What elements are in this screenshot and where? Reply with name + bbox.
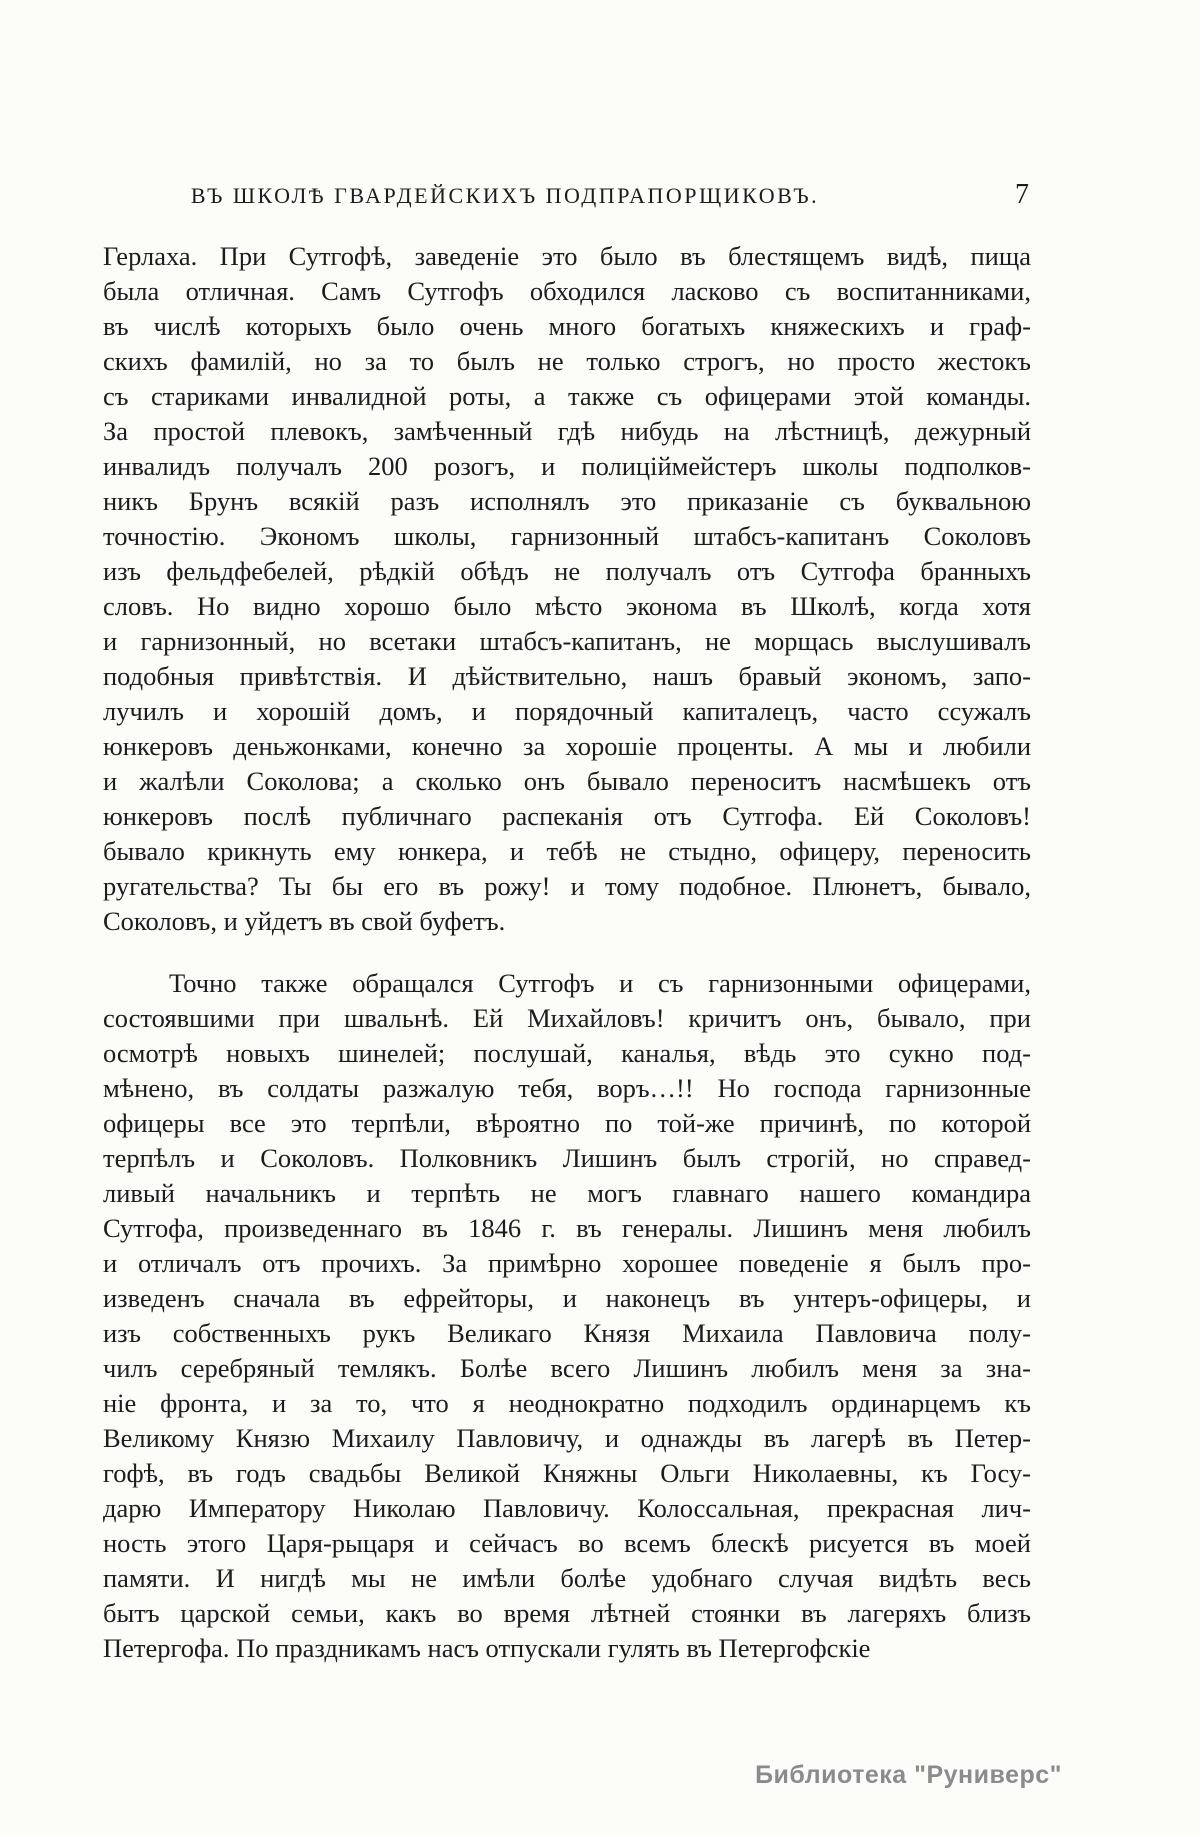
text-line: подобныя привѣтствія. И дѣйствительно, нашъ бравый экономъ, запо-	[103, 661, 1031, 691]
text-line: была отличная. Самъ Сутгофъ обходился ласково съ воспитанниками,	[103, 276, 1031, 306]
text-line: бывало крикнуть ему юнкера, и тебѣ не стыдно, офицеру, переносить	[103, 836, 1031, 866]
text-line: ніе фронта, и за то, что я неоднократно подходилъ ординарцемъ къ	[103, 1388, 1031, 1418]
text-line: юнкеровъ деньжонками, конечно за хорошіе проценты. А мы и любили	[103, 731, 1031, 761]
text-line: изведенъ сначала въ ефрейторы, и наконецъ въ унтеръ-офицеры, и	[103, 1283, 1031, 1313]
text-line: инвалидъ получалъ 200 розогъ, и полиціймейстеръ школы подполков-	[103, 451, 1031, 481]
text-line: и отличалъ отъ прочихъ. За примѣрно хорошее поведеніе я былъ про-	[103, 1248, 1031, 1278]
text-line: лучилъ и хорошій домъ, и порядочный капиталецъ, часто ссужалъ	[103, 696, 1031, 726]
text-line: скихъ фамилій, но за то былъ не только строгъ, но просто жестокъ	[103, 346, 1031, 376]
text-line: изъ фельдфебелей, рѣдкій обѣдъ не получалъ отъ Сутгофа бранныхъ	[103, 556, 1031, 586]
text-line: За простой плевокъ, замѣченный гдѣ нибудь на лѣстницѣ, дежурный	[103, 416, 1031, 446]
page-number: 7	[1015, 179, 1029, 210]
paragraph	[103, 966, 1031, 1666]
text-line: состоявшими при швальнѣ. Ей Михайловъ! кричитъ онъ, бывало, при	[103, 1003, 1031, 1033]
text-line: ругательства? Ты бы его въ рожу! и тому подобное. Плюнетъ, бывало,	[103, 871, 1031, 901]
text-line: гофѣ, въ годъ свадьбы Великой Княжны Ольги Николаевны, къ Госу-	[103, 1458, 1031, 1488]
text-line: точностію. Экономъ школы, гарнизонный штабсъ-капитанъ Соколовъ	[103, 521, 1031, 551]
text-line: терпѣлъ и Соколовъ. Полковникъ Лишинъ былъ строгій, но справед-	[103, 1143, 1031, 1173]
text-line: юнкеровъ послѣ публичнаго распеканія отъ Сутгофа. Ей Соколовъ!	[103, 801, 1031, 831]
text-line: изъ собственныхъ рукъ Великаго Князя Михаила Павловича полу-	[103, 1318, 1031, 1348]
paragraph	[103, 239, 1031, 939]
text-line: бытъ царской семьи, какъ во время лѣтней стоянки въ лагеряхъ близъ	[103, 1598, 1031, 1628]
text-line: Герлаха. При Сутгофѣ, заведеніе это было въ блестящемъ видѣ, пища	[103, 241, 1031, 271]
text-column	[103, 179, 1031, 1666]
running-title: ВЪ ШКОЛѢ ГВАРДЕЙСКИХЪ ПОДПРАПОРЩИКОВЪ.	[190, 183, 820, 208]
text-line: никъ Брунъ всякій разъ исполнялъ это приказаніе съ буквальною	[103, 486, 1031, 516]
text-line: Великому Князю Михаилу Павловичу, и однажды въ лагерѣ въ Петер-	[103, 1423, 1031, 1453]
text-line: осмотрѣ новыхъ шинелей; послушай, каналья, вѣдь это сукно под-	[103, 1038, 1031, 1068]
text-line: въ числѣ которыхъ было очень много богатыхъ княжескихъ и граф-	[103, 311, 1031, 341]
text-line: Точно также обращался Сутгофъ и съ гарнизонными офицерами,	[169, 968, 1031, 998]
text-line: Соколовъ, и уйдетъ въ свой буфетъ.	[103, 906, 506, 936]
text-line: и гарнизонный, но всетаки штабсъ-капитанъ, не морщась выслушивалъ	[103, 626, 1031, 656]
body-text	[103, 239, 1031, 1666]
text-line: ность этого Царя-рыцаря и сейчасъ во всемъ блескѣ рисуется въ моей	[103, 1528, 1031, 1558]
text-line: дарю Императору Николаю Павловичу. Колоссальная, прекрасная лич-	[103, 1493, 1031, 1523]
page-header	[103, 179, 1031, 215]
text-line: и жалѣли Соколова; а сколько онъ бывало переноситъ насмѣшекъ отъ	[103, 766, 1031, 796]
text-line: чилъ серебряный темлякъ. Болѣе всего Лишинъ любилъ меня за зна-	[103, 1353, 1031, 1383]
text-line: Петергофа. По праздникамъ насъ отпускали гулять въ Петергофскіе	[103, 1633, 871, 1663]
text-line: ливый начальникъ и терпѣть не могъ главнаго нашего командира	[103, 1178, 1031, 1208]
library-watermark: Библиотека "Руниверс"	[755, 1761, 1062, 1789]
text-line: памяти. И нигдѣ мы не имѣли болѣе удобнаго случая видѣть весь	[103, 1563, 1031, 1593]
text-line: съ стариками инвалидной роты, а также съ офицерами этой команды.	[103, 381, 1031, 411]
text-line: офицеры все это терпѣли, вѣроятно по той-же причинѣ, по которой	[103, 1108, 1031, 1138]
text-line: Сутгофа, произведеннаго въ 1846 г. въ генералы. Лишинъ меня любилъ	[103, 1213, 1031, 1243]
text-line: словъ. Но видно хорошо было мѣсто эконома въ Школѣ, когда хотя	[103, 591, 1031, 621]
text-line: мѣнено, въ солдаты разжалую тебя, воръ…!! Но господа гарнизонные	[103, 1073, 1031, 1103]
